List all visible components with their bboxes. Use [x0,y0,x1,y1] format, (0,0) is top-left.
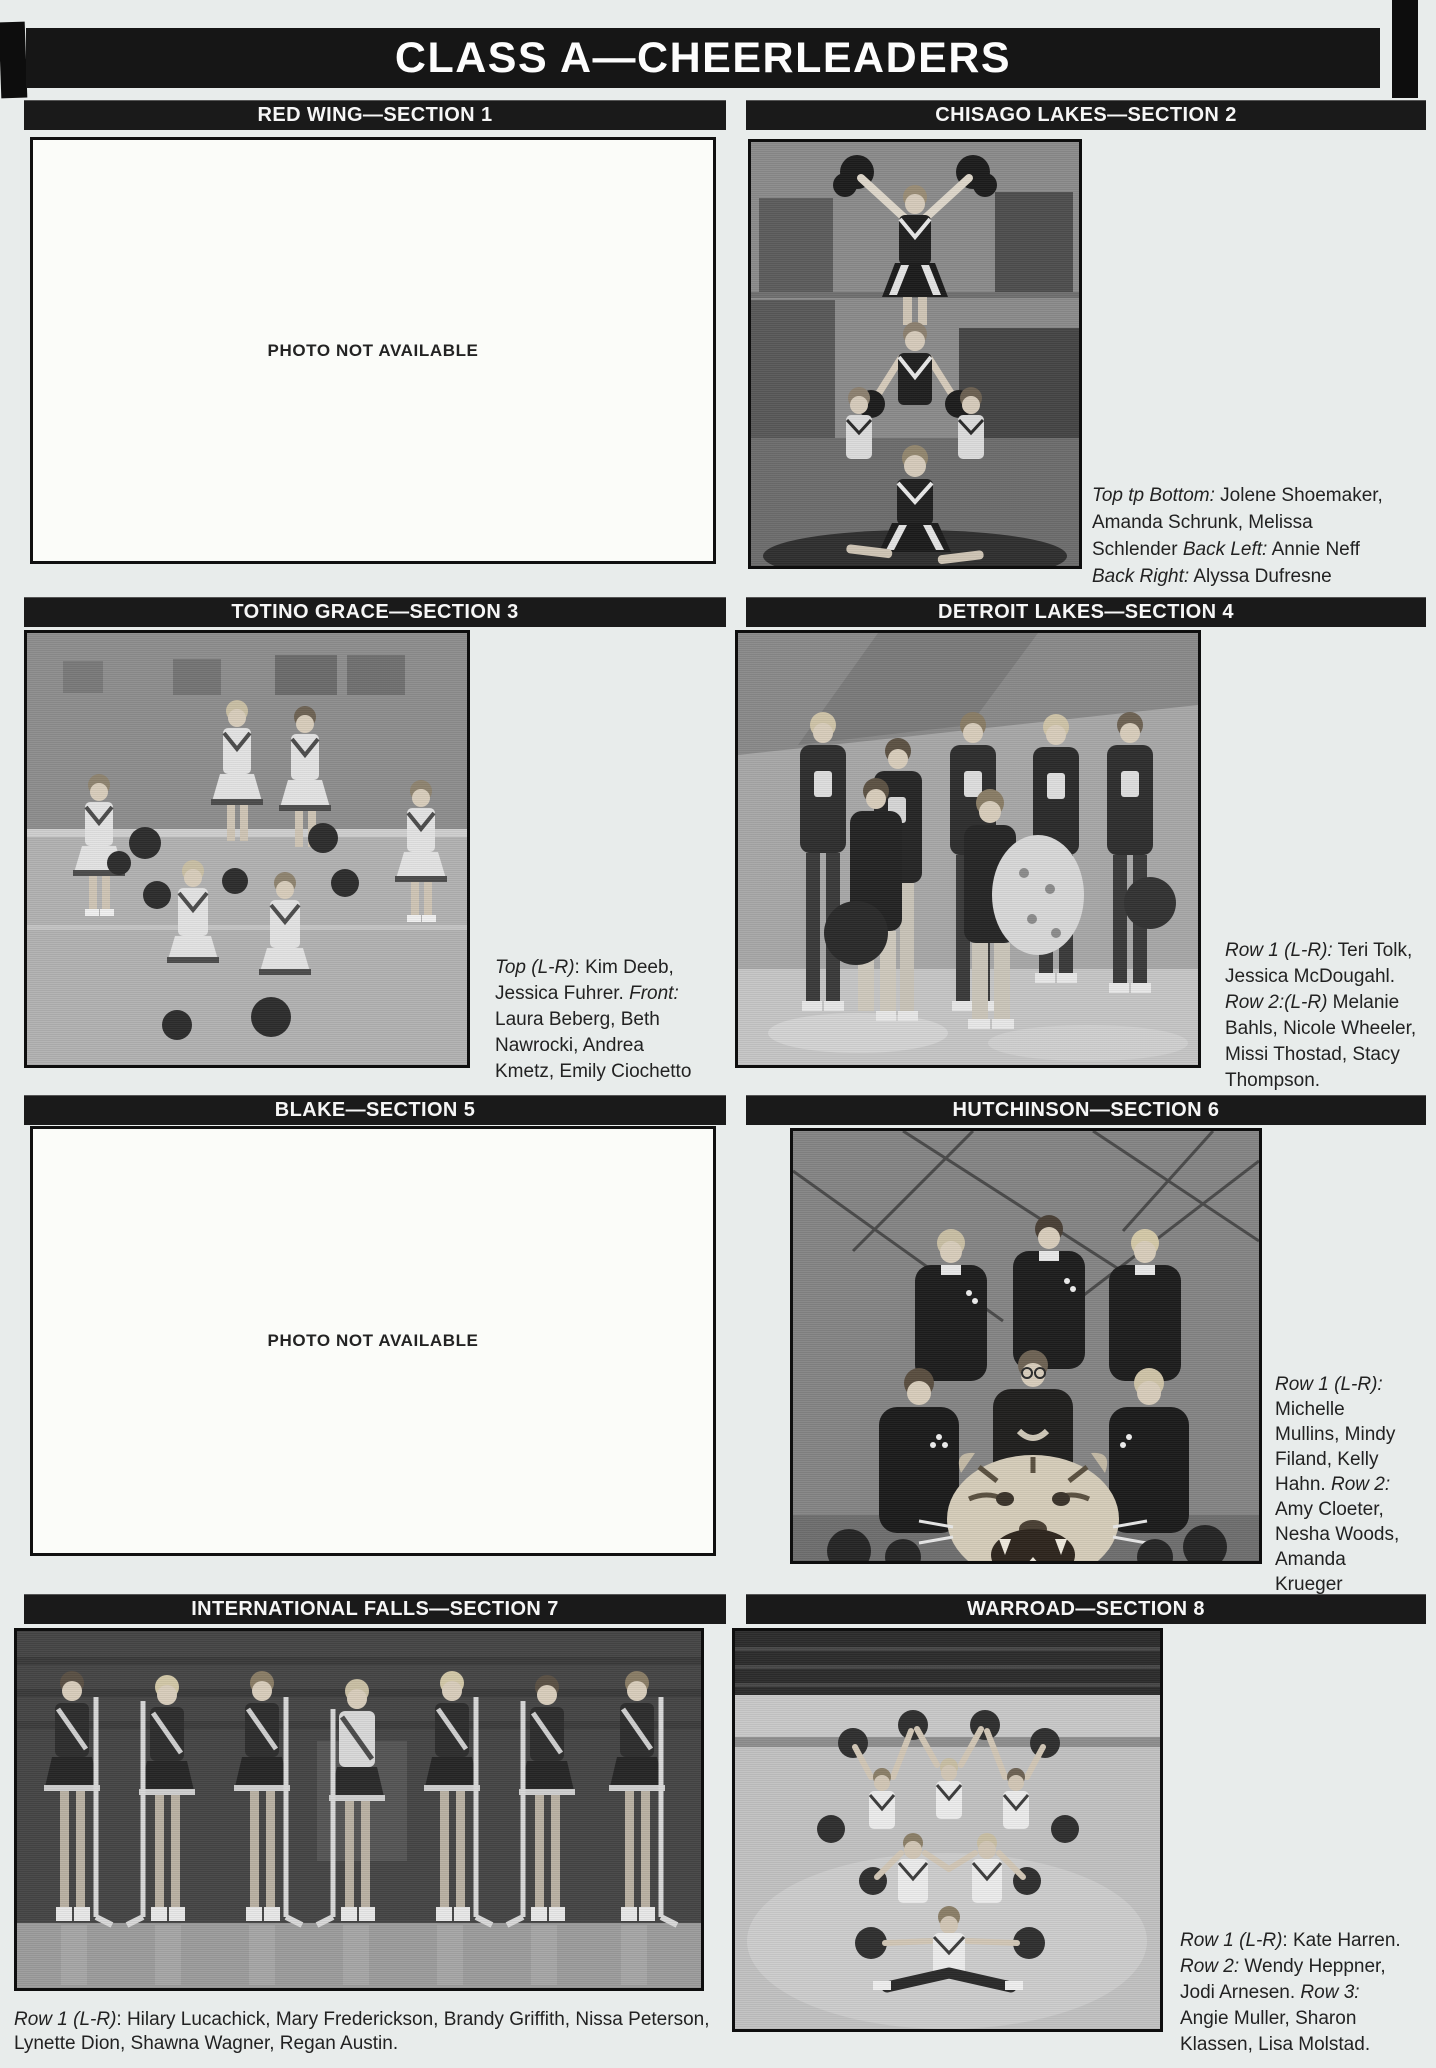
caption-line: Mullins, Mindy [1275,1424,1396,1445]
caption-line: Angie Muller, Sharon [1180,2008,1357,2029]
caption-line: Row 2: Wendy Heppner, [1180,1956,1386,1977]
detroit-lakes-team-photo [735,630,1201,1068]
caption-line: Michelle [1275,1399,1345,1420]
caption-line: Nesha Woods, [1275,1524,1400,1545]
international-falls-team-photo [14,1628,704,1991]
caption-line: Top (L-R): Kim Deeb, [495,957,674,978]
red-wing-photo-placeholder [30,137,716,564]
section-header-totino-grace [24,597,726,627]
warroad-caption [1180,1928,1436,2058]
back-row-figures [915,1215,1181,1381]
section-header-international-falls [24,1594,726,1624]
section-header-label: RED WING—SECTION 1 [257,103,493,126]
warroad-photo-graphic [735,1631,1160,2029]
hutchinson-team-photo [790,1128,1262,1564]
section-header-red-wing [24,100,726,130]
caption-line: Schlender Back Left: Annie Neff [1092,539,1360,560]
international-falls-photo-graphic [17,1631,701,1988]
caption-line: Amanda Schrunk, Melissa [1092,512,1313,533]
section-header-label: CHISAGO LAKES—SECTION 2 [935,103,1237,126]
caption-line: Row 1 (L-R): Kate Harren. [1180,1930,1401,1951]
section-header-label: DETROIT LAKES—SECTION 4 [938,600,1234,623]
caption-line: Kmetz, Emily Ciochetto [495,1061,692,1082]
section-header-detroit-lakes [746,597,1426,627]
section-header-label: BLAKE—SECTION 5 [274,1098,476,1121]
chisago-lakes-photo-graphic [751,142,1079,566]
international-falls-caption [14,2008,738,2056]
totino-grace-photo-graphic [27,633,467,1065]
caption-line: Missi Thostad, Stacy [1225,1044,1400,1065]
hutchinson-caption [1275,1372,1436,1597]
section-header-label: WARROAD—SECTION 8 [967,1597,1205,1620]
photo-not-available-text: PHOTO NOT AVAILABLE [267,1331,479,1350]
caption-line: Bahls, Nicole Wheeler, [1225,1018,1417,1039]
caption-line: Lynette Dion, Shawna Wagner, Regan Austin. [14,2033,399,2054]
caption-line: Jessica McDougahl. [1225,966,1396,987]
section-header-label: INTERNATIONAL FALLS—SECTION 7 [191,1597,559,1620]
base-left [846,387,872,459]
caption-line: Row 1 (L-R): Hilary Lucachick, Mary Frederickson, Brandy Griffith, Nissa Peterson, [14,2009,710,2030]
chisago-lakes-team-photo [748,139,1082,569]
caption-line: Jodi Arnesen. Row 3: [1180,1982,1360,2003]
hutchinson-photo-graphic [793,1131,1259,1561]
section-header-label: HUTCHINSON—SECTION 6 [952,1098,1220,1121]
caption-line: Jessica Fuhrer. Front: [495,983,679,1004]
caption-line: Back Right: Alyssa Dufresne [1092,566,1332,587]
blake-photo-placeholder [30,1126,716,1556]
caption-line: Krueger [1275,1574,1343,1595]
totino-grace-team-photo [24,630,470,1068]
section-header-label: TOTINO GRACE—SECTION 3 [231,600,519,623]
caption-line: Klassen, Lisa Molstad. [1180,2034,1371,2055]
base-right [958,387,984,459]
section-header-chisago-lakes [746,100,1426,130]
caption-line: Hahn. Row 2: [1275,1474,1391,1495]
scan-artifact-top-right [1392,0,1418,98]
section-header-warroad [746,1594,1426,1624]
warroad-team-photo [732,1628,1163,2032]
caption-line: Laura Beberg, Beth [495,1009,660,1030]
caption-line: Thompson. [1225,1070,1321,1091]
caption-line: Row 2:(L-R) Melanie [1225,992,1400,1013]
page-title: CLASS A—CHEERLEADERS [394,33,1012,82]
detroit-lakes-photo-graphic [738,633,1198,1065]
caption-line: Top tp Bottom: Jolene Shoemaker, [1092,485,1383,506]
section-header-blake [24,1095,726,1125]
photo-not-available-text: PHOTO NOT AVAILABLE [267,340,479,360]
caption-line: Amanda [1275,1549,1346,1570]
caption-line: Nawrocki, Andrea [495,1035,644,1056]
scan-artifact-top-left [0,22,27,99]
totino-grace-caption [495,955,755,1085]
caption-line: Row 1 (L-R): [1275,1374,1383,1395]
chisago-lakes-caption [1092,482,1412,590]
caption-line: Row 1 (L-R): Teri Tolk, [1225,940,1413,961]
page-title-bar [26,28,1380,88]
section-header-hutchinson [746,1095,1426,1125]
caption-line: Amy Cloeter, [1275,1499,1384,1520]
caption-line: Filand, Kelly [1275,1449,1379,1470]
detroit-lakes-caption [1225,938,1436,1094]
